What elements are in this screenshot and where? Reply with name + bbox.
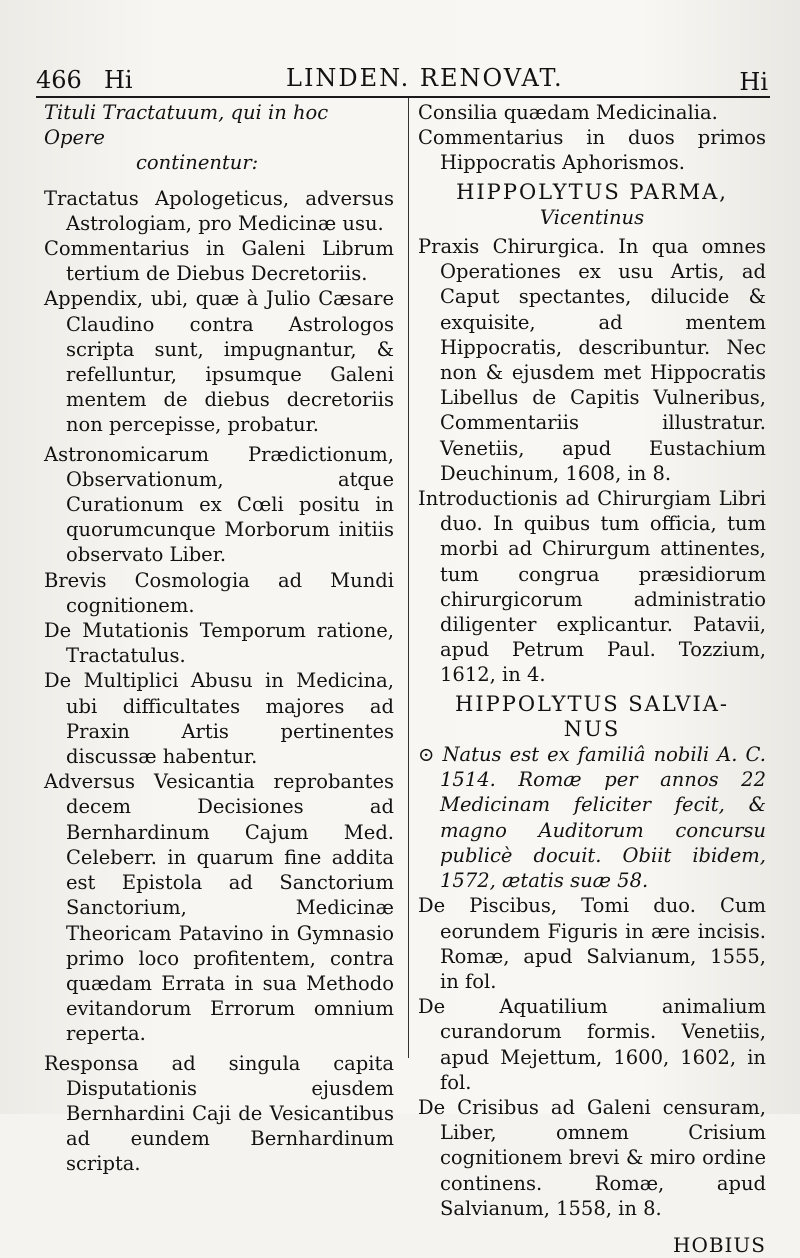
treatise-entry: Tractatus Apologeticus, adversus Astrologiam, pro Medicinæ usu.: [44, 186, 394, 235]
treatise-entry: Astronomicarum Prædictionum, Observationum, atque Curationum ex Cœli positu in quorumcunque Morborum initiis observato Liber.: [44, 442, 394, 567]
catchword: HOBIUS: [673, 1232, 766, 1257]
header-letters-right: Hi: [739, 68, 768, 96]
treatise-entry: Responsa ad singula capita Disputationis ejusdem Bernhardini Caji de Vesicantibus ad eundem Bernhardinum scripta.: [44, 1051, 394, 1176]
column-divider: [408, 98, 409, 1058]
treatise-entry: Appendix, ubi, quæ à Julio Cæsare Claudino contra Astrologos scripta sunt, impugnantur, & refelluntur, ipsumque Galeni mentem de diebus decretoriis non percepisse, probatur.: [44, 287, 394, 437]
heading-line-2: continentur:: [136, 151, 259, 175]
author-name-line-2: NUS: [563, 716, 621, 741]
header-rule: [36, 96, 770, 98]
author-name-line-1: HIPPOLYTUS SALVIA-: [454, 691, 730, 716]
author-origin: Vicentinus: [539, 205, 645, 229]
header-letters-left: Hi: [104, 66, 133, 94]
work-entry: De Piscibus, Tomi duo. Cum eorundem Figuris in ære incisis. Romæ, apud Salvianum, 1555, in fol.: [418, 894, 766, 993]
work-entry: De Aquatilium animalium curandorum formis. Venetiis, apud Mejettum, 1600, 1602, in fol.: [418, 995, 766, 1094]
treatise-entry: De Mutationis Temporum ratione, Tractatulus.: [44, 619, 394, 668]
running-title: LINDEN. RENOVAT.: [286, 64, 564, 92]
author-heading: [418, 692, 766, 742]
work-entry: De Crisibus ad Galeni censuram, Liber, omnem Crisium cognitionem brevi & miro ordine continens. Romæ, apud Salvianum, 1558, in 8.: [418, 1095, 766, 1220]
treatise-entry: Commentarius in duos primos Hippocratis Aphorismos.: [418, 126, 766, 175]
author-biography: [418, 742, 766, 893]
work-entry: Introductionis ad Chirurgiam Libri duo. In quibus tum officia, tum morbi ad Chirurgum attinentes, tum congrua præsidiorum chirurgicorum administratio diligenter explicantur. Patavii, apud Petrum Paul. Tozzium, 1612, in 4.: [418, 487, 766, 687]
work-entry: Praxis Chirurgica. In qua omnes Operationes ex usu Artis, ad Caput spectantes, dilucide & exquisite, ad mentem Hippocratis, describuntur. Nec non & ejusdem met Hippocratis Libellus de Capitis Vulneribus, Commentariis illustratur. Venetiis, apud Eustachium Deuchinum, 1608, in 8.: [418, 235, 766, 485]
treatise-entry: Consilia quædam Medicinalia.: [418, 101, 718, 124]
treatise-entry: Brevis Cosmologia ad Mundi cognitionem.: [44, 568, 394, 617]
author-heading: HIPPOLYTUS PARMA,: [456, 179, 728, 204]
page-number: 466: [36, 66, 82, 94]
right-column: [418, 100, 766, 1258]
heading-line-1: Tituli Tractatuum, qui in hoc Opere: [44, 101, 329, 150]
treatise-entry: Adversus Vesicantia reprobantes decem Decisiones ad Bernhardinum Cajum Med. Celeberr. in quarum fine addita est Epistola ad Sanctorium Sanctorium, Medicinæ Theoricam Patavino in Gymnasio primo loco profitentem, contra quædam Errata in sua Methodo evitandorum Errorum omnium reperta.: [44, 770, 394, 1046]
treatise-entry: Commentarius in Galeni Librum tertium de Diebus Decretoriis.: [44, 237, 394, 286]
left-column: [44, 100, 394, 1177]
sun-symbol-icon: ⊙: [418, 743, 435, 767]
treatise-entry: De Multiplici Abusu in Medicina, ubi difficultates majores ad Praxin Artis pertinentes discussæ habentur.: [44, 669, 394, 769]
section-heading: [44, 100, 394, 176]
running-header: [36, 60, 770, 94]
biography-text: Natus est ex familiâ nobili A. C. 1514. Romæ per annos 22 Medicinam feliciter fecit, & magno Auditorum concursu publicè docuit. Obiit ibidem, 1572, ætatis suæ 58.: [440, 743, 766, 893]
